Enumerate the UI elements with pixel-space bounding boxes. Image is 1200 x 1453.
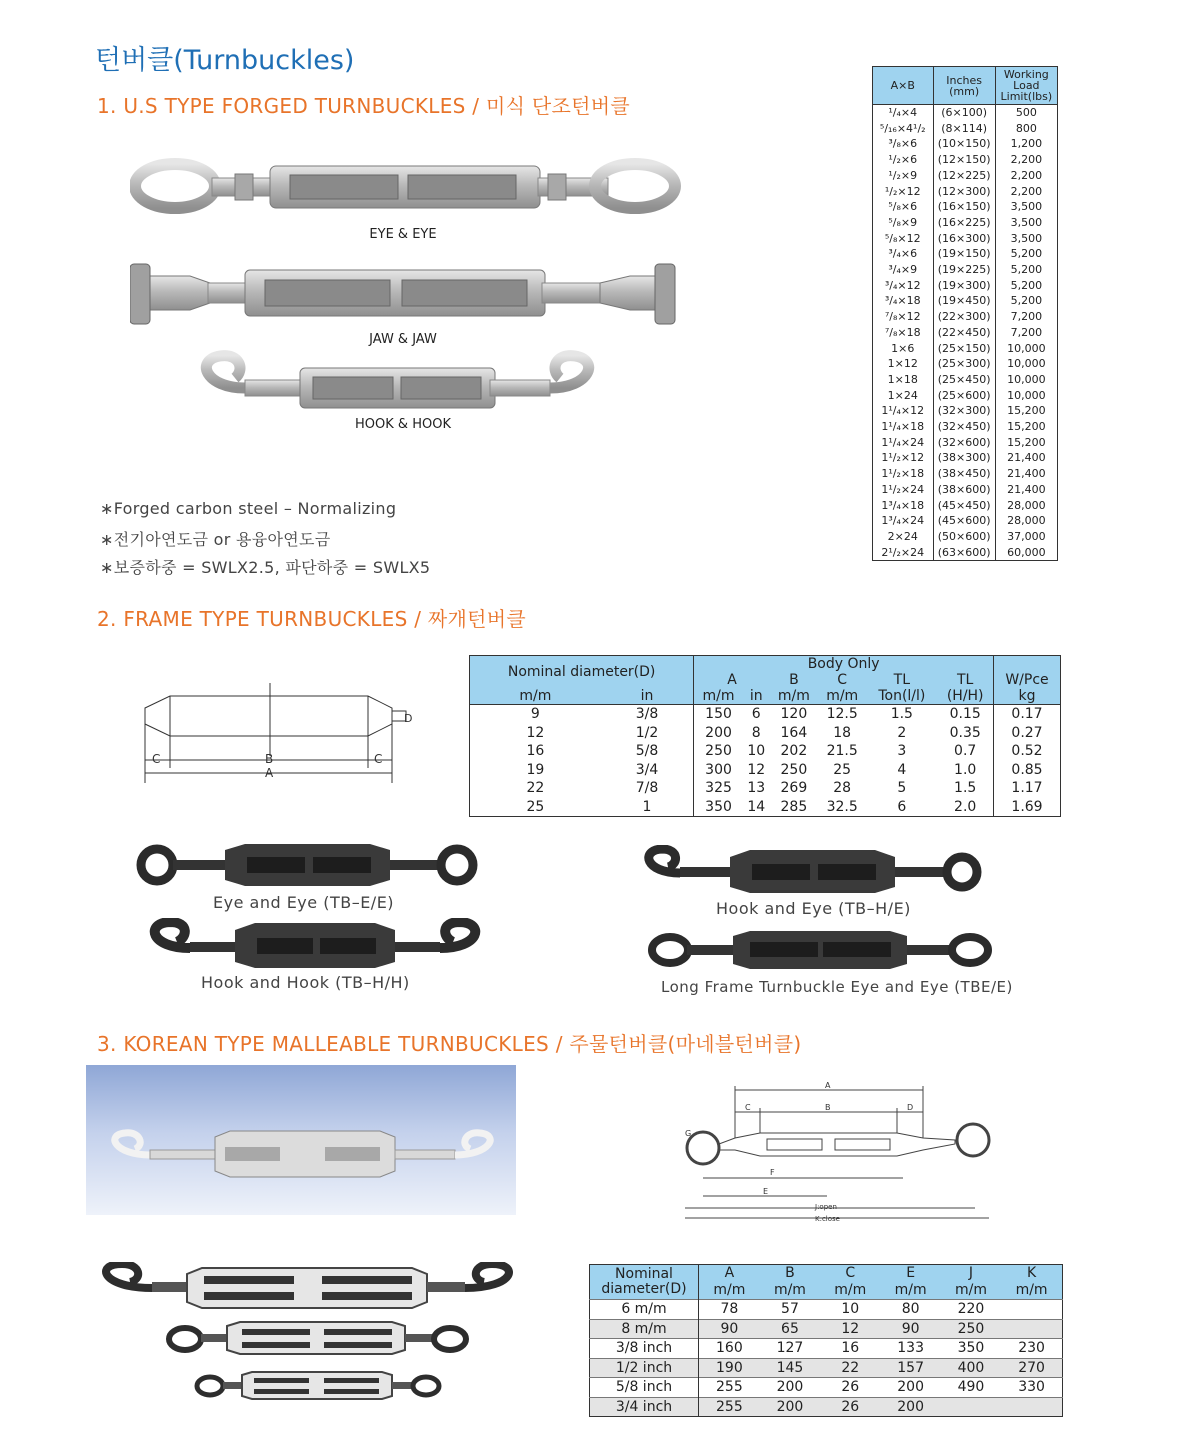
malleable-spec-table [589,1264,1063,1417]
table-cell: 350 [705,798,732,815]
table-cell: ³/₄×12 [873,278,934,294]
table-cell: (50×600) [933,529,995,545]
caption-eye-eye: EYE & EYE [369,227,437,242]
header-col-c: C [820,1265,880,1283]
diag-e: E [763,1187,769,1196]
header-col-a: A [699,1265,760,1283]
table-cell: 133 [880,1339,940,1359]
table-cell: 10 [820,1300,880,1320]
table-cell: 250 [941,1319,1001,1339]
table-cell: 5,200 [995,293,1057,309]
table-cell: 21,400 [995,450,1057,466]
header-col-j: J [941,1265,1001,1283]
table-cell: 5,200 [995,246,1057,262]
table-cell: 120 [780,706,808,722]
table-cell: 5,200 [995,278,1057,294]
table-cell: 1¹/₄×18 [873,419,934,435]
table-cell: 1.17 [1011,780,1043,796]
table-cell: (22×300) [933,309,995,325]
unit-header: m/m [694,688,743,705]
table-cell [1001,1319,1062,1339]
table-cell: 80 [880,1300,940,1320]
table-cell: 127 [760,1339,820,1359]
table-cell: 145 [760,1358,820,1378]
table-cell: 1×6 [873,341,934,357]
table-cell: (19×225) [933,262,995,278]
table-cell: (16×150) [933,199,995,215]
table-cell: 2,200 [995,184,1057,200]
caption-tb-ee: Eye and Eye (TB–E/E) [213,893,395,912]
table-cell: 9 [530,706,540,722]
table-cell: 5 [897,780,907,796]
table-cell: 7,200 [995,309,1057,325]
table-cell: 1 [601,798,694,817]
table-cell: 255 [699,1397,760,1417]
unit-header: m/m [818,688,866,705]
page-title: 턴버클(Turnbuckles) [95,45,355,76]
frame-hook-hook-image [145,918,485,973]
table-cell: 1/2 [601,724,694,743]
table-cell: 1×12 [873,356,934,372]
table-cell [941,1397,1001,1417]
table-cell: 1.5 [890,706,913,722]
table-row [873,278,1058,294]
table-cell: 3 [897,743,907,759]
table-cell: 78 [699,1300,760,1320]
header-inches: Inches (mm) [933,67,995,105]
table-cell: 90 [880,1319,940,1339]
diag-b: B [825,1103,831,1112]
table-row [873,215,1058,231]
table-cell: 250 [780,761,808,778]
table-cell: 65 [760,1319,820,1339]
table-cell: ⁷/₈×12 [873,309,934,325]
table-cell: (38×450) [933,466,995,482]
dim-b: B [265,752,274,766]
table-cell: 21,400 [995,482,1057,498]
table-row [873,482,1058,498]
table-row [873,466,1058,482]
table-cell: 200 [880,1378,940,1398]
section2-heading: 2. FRAME TYPE TURNBUCKLES / 짜개턴버클 [97,607,527,631]
table-cell: (63×600) [933,545,995,561]
table-cell: (25×600) [933,388,995,404]
table-row [873,325,1058,341]
table-row [873,121,1058,137]
header-a: A [694,672,770,688]
table-cell: (19×300) [933,278,995,294]
header-b: B [770,672,818,688]
header-wll: Working Load Limit(lbs) [995,67,1057,105]
table-cell: 0.35 [937,724,993,743]
table-cell: (16×225) [933,215,995,231]
table-cell: 1¹/₂×18 [873,466,934,482]
table-cell: ¹/₂×6 [873,152,934,168]
table-row [873,199,1058,215]
table-cell: ⁵/₈×12 [873,231,934,247]
table-cell: 28,000 [995,498,1057,514]
table-row [873,309,1058,325]
table-cell: 202 [780,743,808,759]
header-tl-ll: TL [866,672,937,688]
table-cell: 200 [760,1397,820,1417]
table-row [873,498,1058,514]
unit-header: m/m [760,1282,820,1300]
table-cell: 3,500 [995,215,1057,231]
table-cell: (19×450) [933,293,995,309]
table-cell: 2.0 [937,798,993,817]
diag-f: F [770,1168,775,1177]
table-cell: (12×225) [933,168,995,184]
table-cell: 5,200 [995,262,1057,278]
table-cell: 7/8 [601,779,694,798]
malleable-size-range-image [92,1262,522,1402]
table-cell: 0.52 [1011,743,1043,759]
header-body-only: Body Only [694,656,994,673]
unit-header: in [743,688,770,705]
table-cell: 1¹/₂×24 [873,482,934,498]
table-cell: (32×300) [933,403,995,419]
table-cell: (32×450) [933,419,995,435]
diag-j: J:open [815,1203,837,1211]
table-row [590,1300,1063,1320]
table-cell: 200 [705,724,732,741]
table-cell: 21.5 [826,743,858,759]
table-cell: ³/₄×18 [873,293,934,309]
table-cell: 12.5 [826,706,858,722]
caption-tb-he: Hook and Eye (TB–H/E) [716,899,911,918]
frame-dimension-diagram [130,678,430,788]
table-cell: 10,000 [995,356,1057,372]
table-cell: 157 [880,1358,940,1378]
table-row [470,705,1061,724]
hook-hook-turnbuckle-image [185,350,615,422]
table-cell: 13 [747,780,766,796]
table-cell: (38×300) [933,450,995,466]
table-row [470,742,1061,761]
table-cell: 1¹/₄×12 [873,403,934,419]
table-cell: (10×150) [933,136,995,152]
table-row [873,293,1058,309]
table-cell: 190 [699,1358,760,1378]
unit-header: m/m [880,1282,940,1300]
table-cell: 250 [705,743,732,759]
caption-jaw-jaw: JAW & JAW [369,332,437,347]
table-cell: 19 [526,761,545,778]
diag-d: D [907,1103,914,1112]
table-cell: ⁵/₈×6 [873,199,934,215]
table-cell: 15,200 [995,419,1057,435]
table-cell: 269 [780,780,808,796]
header-col-b: B [760,1265,820,1283]
table-row [873,388,1058,404]
frame-hook-eye-image [640,845,985,895]
table-cell: 0.7 [937,742,993,761]
diag-a: A [825,1081,831,1090]
table-row [873,513,1058,529]
table-cell: 3/8 inch [590,1339,699,1359]
unit-header: in [601,688,694,705]
table-cell: (22×450) [933,325,995,341]
table-cell: 160 [699,1339,760,1359]
note-plating: ∗전기아연도금 or 용융아연도금 [100,530,331,549]
table-cell: 26 [820,1378,880,1398]
table-cell: ¹/₂×12 [873,184,934,200]
table-cell: ¹/₂×9 [873,168,934,184]
table-row [873,403,1058,419]
table-cell: 8 m/m [590,1319,699,1339]
header-col-k: K [1001,1265,1062,1283]
malleable-dimension-diagram [655,1078,1000,1228]
table-row [873,246,1058,262]
table-cell: 0.15 [937,705,993,724]
table-cell: 28 [833,780,852,796]
table-cell: 16 [820,1339,880,1359]
table-row [873,184,1058,200]
table-row [873,262,1058,278]
table-cell: 12 [526,724,545,741]
table-cell: ¹/₄×4 [873,105,934,121]
unit-header: m/m [941,1282,1001,1300]
table-cell: 800 [995,121,1057,137]
header-nominal: Nominal diameter(D) [470,656,694,689]
table-cell: 3,500 [995,199,1057,215]
table-cell [1001,1300,1062,1320]
table-cell: (12×300) [933,184,995,200]
table-row [873,545,1058,561]
table-cell: 21,400 [995,466,1057,482]
table-cell: 90 [699,1319,760,1339]
table-cell: 6 m/m [590,1300,699,1320]
table-cell: 2,200 [995,152,1057,168]
table-row [873,152,1058,168]
header-w-pce: W/Pce [994,656,1061,689]
header-c: C [818,672,866,688]
table-cell: (25×300) [933,356,995,372]
table-cell: 28,000 [995,513,1057,529]
table-cell: (25×450) [933,372,995,388]
us-type-spec-table [872,66,1058,561]
table-cell: 10 [747,743,766,759]
dim-a: A [265,766,274,780]
table-cell: 60,000 [995,545,1057,561]
table-cell: ⁷/₈×18 [873,325,934,341]
table-cell: (45×600) [933,513,995,529]
table-cell: 12 [820,1319,880,1339]
unit-header: m/m [470,688,601,705]
table-row [873,231,1058,247]
table-row [590,1358,1063,1378]
table-cell: 10,000 [995,388,1057,404]
diag-k: K:close [815,1215,840,1223]
table-cell: 1,200 [995,136,1057,152]
table-cell: (45×450) [933,498,995,514]
table-row [873,419,1058,435]
unit-header: m/m [770,688,818,705]
table-cell: ³/₈×6 [873,136,934,152]
table-cell: 7,200 [995,325,1057,341]
table-cell: (32×600) [933,435,995,451]
table-row [470,798,1061,817]
table-cell: ³/₄×6 [873,246,934,262]
table-row [873,529,1058,545]
table-cell: 5/8 inch [590,1378,699,1398]
unit-header: (H/H) [937,688,993,705]
dim-c-left: C [152,752,161,766]
header-axb: A×B [873,67,934,105]
table-cell: 3/4 [601,761,694,780]
table-cell: 200 [880,1397,940,1417]
table-cell: (12×150) [933,152,995,168]
table-row [470,761,1061,780]
table-cell: ⁵/₈×9 [873,215,934,231]
table-row [470,724,1061,743]
table-cell: 4 [897,761,907,778]
table-cell: 0.27 [1011,724,1043,741]
table-cell: 300 [705,761,732,778]
table-row [873,372,1058,388]
caption-hook-hook: HOOK & HOOK [355,417,451,432]
table-cell: 350 [941,1339,1001,1359]
diag-c: C [745,1103,751,1112]
table-cell: 2,200 [995,168,1057,184]
table-cell: 1³/₄×24 [873,513,934,529]
table-cell: 1³/₄×18 [873,498,934,514]
table-cell: 15,200 [995,435,1057,451]
table-cell: 1¹/₂×12 [873,450,934,466]
eye-eye-turnbuckle-image [130,158,685,230]
note-load: ∗보증하중 = SWLX2.5, 파단하중 = SWLX5 [100,558,431,577]
table-cell: 0.85 [1011,761,1043,778]
table-cell: 18 [833,724,852,741]
table-cell: 500 [995,105,1057,121]
table-row [873,356,1058,372]
table-cell: 57 [760,1300,820,1320]
table-cell: 10,000 [995,341,1057,357]
section1-heading: 1. U.S TYPE FORGED TURNBUCKLES / 미식 단조턴버클 [97,94,630,118]
table-cell: 270 [1001,1358,1062,1378]
table-cell: 37,000 [995,529,1057,545]
header-nominal-d: Nominal diameter(D) [590,1265,699,1300]
table-cell: 1/2 inch [590,1358,699,1378]
table-cell: 1¹/₄×24 [873,435,934,451]
table-row [590,1378,1063,1398]
table-row [590,1397,1063,1417]
diag-g: G [685,1129,692,1138]
table-cell: 22 [820,1358,880,1378]
jaw-jaw-turnbuckle-image [130,258,685,338]
note-material: ∗Forged carbon steel – Normalizing [100,499,397,518]
frame-eye-eye-image [135,840,480,890]
table-cell: 1.69 [1011,798,1043,815]
table-cell: (38×600) [933,482,995,498]
table-cell: 1.0 [937,761,993,780]
table-cell: (16×300) [933,231,995,247]
table-cell: 22 [526,780,545,796]
caption-tb-hh: Hook and Hook (TB–H/H) [201,973,410,992]
table-cell: 325 [705,780,732,796]
unit-header: Ton(l/l) [866,688,937,705]
table-cell: (25×150) [933,341,995,357]
section3-heading: 3. KOREAN TYPE MALLEABLE TURNBUCKLES / 주물턴버클(마네블턴버클) [97,1032,802,1056]
table-cell: 285 [780,798,808,815]
table-cell: 0.17 [1011,706,1043,722]
frame-long-eye-eye-image [645,928,995,973]
table-cell: 15,200 [995,403,1057,419]
table-row [470,779,1061,798]
dim-d: D [404,712,413,725]
table-cell: 25 [526,798,545,815]
header-col-e: E [880,1265,940,1283]
table-cell: 400 [941,1358,1001,1378]
table-cell: 1×18 [873,372,934,388]
table-row [873,435,1058,451]
table-cell: ⁵/₁₆×4¹/₂ [873,121,934,137]
table-cell: 220 [941,1300,1001,1320]
table-cell: 1.5 [937,779,993,798]
table-cell: (8×114) [933,121,995,137]
table-row [590,1319,1063,1339]
table-cell: 8 [751,724,761,741]
table-cell: 2¹/₂×24 [873,545,934,561]
table-cell: 12 [747,761,766,778]
dim-c-right: C [374,752,383,766]
table-cell: 230 [1001,1339,1062,1359]
header-tl-hh: TL [937,672,993,688]
table-cell [1001,1397,1062,1417]
unit-header: kg [994,688,1061,705]
table-cell: 10,000 [995,372,1057,388]
table-cell: 5/8 [601,742,694,761]
table-cell: 490 [941,1378,1001,1398]
table-cell: 26 [820,1397,880,1417]
table-cell: (19×150) [933,246,995,262]
table-row [873,136,1058,152]
caption-tbe-ee: Long Frame Turnbuckle Eye and Eye (TBE/E) [661,978,1013,996]
table-cell: 6 [751,706,761,722]
table-cell: 3/8 [601,705,694,724]
table-cell: 32.5 [826,798,858,815]
table-cell: ³/₄×9 [873,262,934,278]
table-cell: 25 [833,761,852,778]
table-cell: 1×24 [873,388,934,404]
table-row [873,341,1058,357]
table-cell: 330 [1001,1378,1062,1398]
table-row [873,168,1058,184]
table-row [873,450,1058,466]
table-cell: 200 [760,1378,820,1398]
table-cell: 2×24 [873,529,934,545]
unit-header: m/m [820,1282,880,1300]
unit-header: m/m [1001,1282,1062,1300]
table-cell: 2 [897,724,907,741]
table-cell: 3/4 inch [590,1397,699,1417]
table-cell: 16 [526,743,545,759]
table-row [590,1339,1063,1359]
table-cell: 164 [780,724,808,741]
frame-type-spec-table [469,655,1061,817]
unit-header: m/m [699,1282,760,1300]
table-cell: 6 [897,798,907,815]
table-cell: 14 [747,798,766,815]
table-cell: 150 [705,706,732,722]
malleable-turnbuckle-photo [100,1125,510,1180]
table-cell: (6×100) [933,105,995,121]
table-cell: 255 [699,1378,760,1398]
table-cell: 3,500 [995,231,1057,247]
table-row [873,105,1058,121]
